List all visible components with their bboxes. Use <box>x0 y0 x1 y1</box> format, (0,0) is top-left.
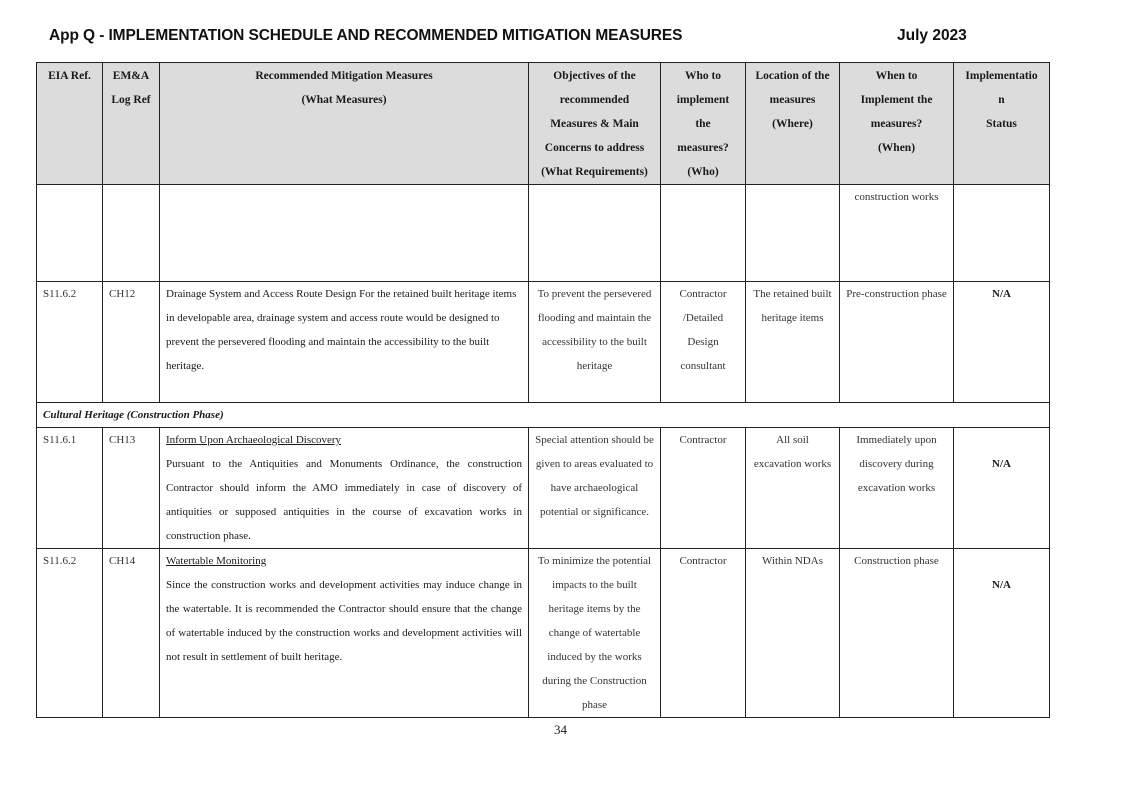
header-line: Location of the <box>755 70 830 82</box>
col-header-log-ref <box>103 63 160 185</box>
header-line: Measures & Main <box>550 118 639 130</box>
page-number: 34 <box>554 722 567 737</box>
header-line: Implement the <box>860 94 933 106</box>
header-line: recommended <box>559 94 630 106</box>
col-header-status <box>954 63 1050 185</box>
header-line: measures? <box>677 142 729 154</box>
cell-who: Contractor <box>661 428 746 549</box>
document-date: July 2023 <box>897 27 967 44</box>
header-line: implement <box>676 94 730 106</box>
header-line: (Where) <box>772 118 813 130</box>
header-line: EM&A <box>112 70 150 82</box>
cell-empty <box>37 185 103 282</box>
cell-log-ref: CH12 <box>103 282 160 403</box>
cell-status: N/A <box>954 282 1050 403</box>
cell-objectives: To prevent the persevered flooding and maintain the accessibility to the built heritage <box>529 282 661 403</box>
measure-text: Since the construction works and development activities may induce change in the watertable. It is recommended the Contractor should ensure that the change of watertable induced by the construction works and development activities will not result in settlement of built heritage. <box>166 579 522 663</box>
cell-measure <box>160 428 529 549</box>
cell-empty <box>103 185 160 282</box>
cell-objectives: To minimize the potential impacts to the built heritage items by the change of watertable induced by the works during the Construction phase <box>529 549 661 718</box>
measure-text: Pursuant to the Antiquities and Monuments Ordinance, the construction Contractor should inform the AMO immediately in case of discovery of antiquities or supposed antiquities in the course of excavation works in construction phase. <box>166 458 522 542</box>
col-header-objectives <box>529 63 661 185</box>
header-line: measures <box>769 94 816 106</box>
cell-empty <box>529 185 661 282</box>
header-line: n <box>998 94 1005 106</box>
cell-empty <box>160 185 529 282</box>
table-row <box>37 428 1050 549</box>
header-line: Log Ref <box>111 94 151 106</box>
cell-status: N/A <box>954 428 1050 549</box>
header-line: (Who) <box>687 166 719 178</box>
section-header-row <box>37 403 1050 428</box>
col-header-where <box>746 63 840 185</box>
header-line: Status <box>986 118 1017 130</box>
cell-empty <box>954 185 1050 282</box>
header-line: measures? <box>870 118 923 130</box>
measure-title: Watertable Monitoring <box>166 555 267 567</box>
cell-when: Construction phase <box>840 549 954 718</box>
header-line: (What Measures) <box>301 94 387 106</box>
header-line: Concerns to address <box>544 142 645 154</box>
cell-log-ref: CH14 <box>103 549 160 718</box>
cell-where: Within NDAs <box>746 549 840 718</box>
header-line: (What Requirements) <box>541 166 648 178</box>
cell-measure <box>160 282 529 403</box>
header-line: Recommended Mitigation Measures <box>255 70 433 82</box>
cell-empty <box>746 185 840 282</box>
cell-who: Contractor <box>661 549 746 718</box>
cell-eia-ref: S11.6.2 <box>37 282 103 403</box>
cell-eia-ref: S11.6.1 <box>37 428 103 549</box>
header-line: When to <box>875 70 918 82</box>
measure-title: Inform Upon Archaeological Discovery <box>166 434 342 446</box>
document-title: App Q - IMPLEMENTATION SCHEDULE AND RECOMMENDED MITIGATION MEASURES <box>49 27 683 44</box>
cell-when: construction works <box>840 185 954 282</box>
header-line: Implementatio <box>965 70 1038 82</box>
col-header-measures <box>160 63 529 185</box>
header-line: EIA Ref. <box>48 70 91 82</box>
col-header-eia-ref <box>37 63 103 185</box>
table-row <box>37 282 1050 403</box>
cell-status: N/A <box>954 549 1050 718</box>
cell-who: Contractor /Detailed Design consultant <box>661 282 746 403</box>
cell-when: Pre-construction phase <box>840 282 954 403</box>
header-line: Objectives of the <box>553 70 636 82</box>
cell-where: The retained built heritage items <box>746 282 840 403</box>
implementation-schedule-table <box>36 62 1050 718</box>
table-row <box>37 549 1050 718</box>
col-header-who <box>661 63 746 185</box>
measure-text: Drainage System and Access Route Design For the retained built heritage items in developable area, drainage system and access route would be designed to prevent the persevered flooding and maintain the accessibility to the built heritage. <box>166 288 517 372</box>
section-header: Cultural Heritage (Construction Phase) <box>37 403 1050 428</box>
col-header-when <box>840 63 954 185</box>
cell-objectives: Special attention should be given to areas evaluated to have archaeological potential or significance. <box>529 428 661 549</box>
cell-where: All soil excavation works <box>746 428 840 549</box>
header-line: (When) <box>877 142 916 154</box>
header-line: Who to <box>684 70 722 82</box>
header-line: the <box>695 118 711 130</box>
continuation-row <box>37 185 1050 282</box>
cell-eia-ref: S11.6.2 <box>37 549 103 718</box>
cell-when: Immediately upon discovery during excavation works <box>840 428 954 549</box>
cell-empty <box>661 185 746 282</box>
cell-log-ref: CH13 <box>103 428 160 549</box>
cell-measure <box>160 549 529 718</box>
table-header-row <box>37 63 1050 185</box>
